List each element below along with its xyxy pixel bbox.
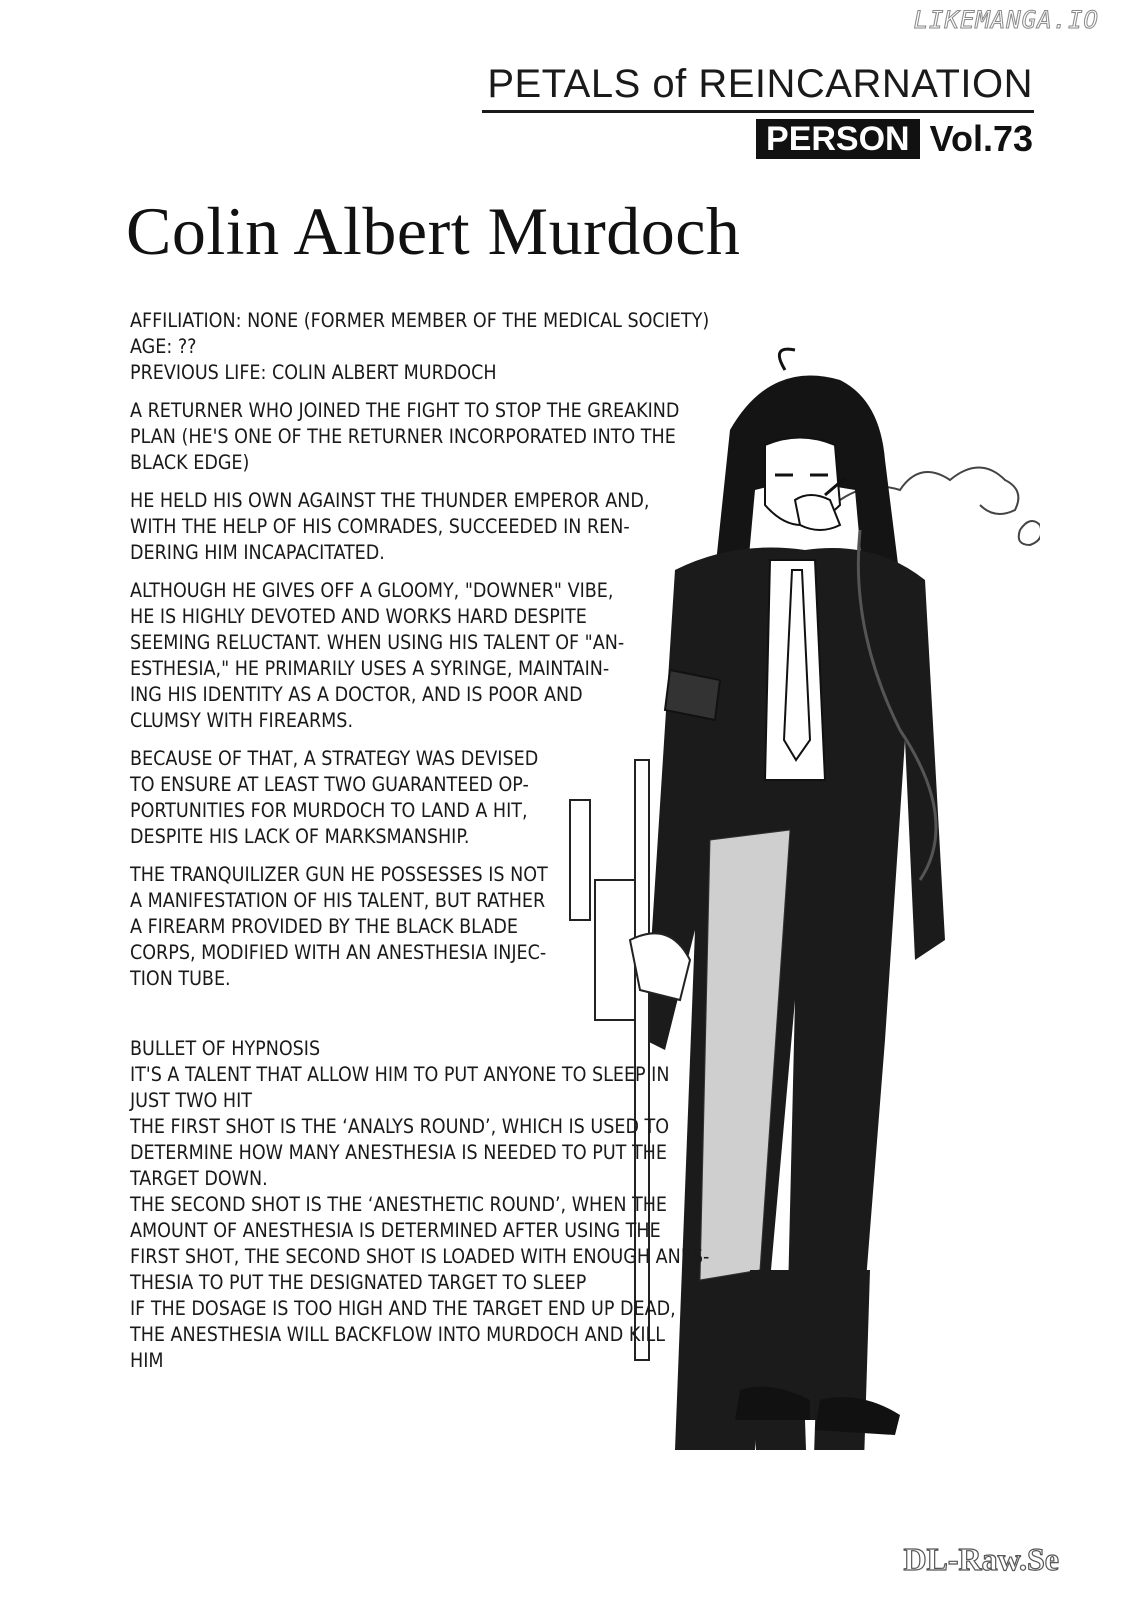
text-line: WITH THE HELP OF HIS COMRADES, SUCCEEDED IN REN- — [130, 515, 630, 538]
text-line: DESPITE HIS LACK OF MARKSMANSHIP. — [130, 825, 470, 848]
text-line: THE TRANQUILIZER GUN HE POSSESSES IS NOT — [130, 863, 548, 886]
stat-previous-life: PREVIOUS LIFE: COLIN ALBERT MURDOCH — [130, 361, 497, 384]
talent-name: BULLET OF HYPNOSIS — [130, 1037, 321, 1060]
text-line: HE HELD HIS OWN AGAINST THE THUNDER EMPEROR AND, — [130, 489, 650, 512]
text-line: HIM — [130, 1349, 164, 1372]
text-line: THE FIRST SHOT IS THE ‘ANALYS ROUND’, WHICH IS USED TO — [130, 1115, 670, 1138]
text-line: A RETURNER WHO JOINED THE FIGHT TO STOP THE GREAKIND — [130, 399, 680, 422]
text-line: BLACK EDGE) — [130, 451, 250, 474]
paragraph-strategy — [130, 746, 730, 850]
profile-stats — [130, 308, 730, 386]
text-line: AMOUNT OF ANESTHESIA IS DETERMINED AFTER USING THE — [130, 1219, 661, 1242]
text-line: IT'S A TALENT THAT ALLOW HIM TO PUT ANYONE TO SLEEP IN — [130, 1063, 670, 1086]
text-line: IF THE DOSAGE IS TOO HIGH AND THE TARGET END UP DEAD, — [130, 1297, 676, 1320]
text-line: TO ENSURE AT LEAST TWO GUARANTEED OP- — [130, 773, 529, 796]
text-line: ING HIS IDENTITY AS A DOCTOR, AND IS POOR AND — [130, 683, 583, 706]
text-line: BECAUSE OF THAT, A STRATEGY WAS DEVISED — [130, 747, 539, 770]
header-rule — [482, 110, 1034, 113]
talent-section — [130, 1036, 730, 1374]
paragraph-thunder-emperor — [130, 488, 730, 566]
text-line: DETERMINE HOW MANY ANESTHESIA IS NEEDED TO PUT THE — [130, 1141, 667, 1164]
text-line: CLUMSY WITH FIREARMS. — [130, 709, 354, 732]
paragraph-returner — [130, 398, 730, 476]
text-line: THE SECOND SHOT IS THE ‘ANESTHETIC ROUND’, WHEN THE — [130, 1193, 668, 1216]
text-line: TION TUBE. — [130, 967, 231, 990]
text-line: THE ANESTHESIA WILL BACKFLOW INTO MURDOCH AND KILL — [130, 1323, 666, 1346]
text-line: ESTHESIA," HE PRIMARILY USES A SYRINGE, MAINTAIN- — [130, 657, 610, 680]
character-name: Colin Albert Murdoch — [126, 193, 741, 269]
text-line: THESIA TO PUT THE DESIGNATED TARGET TO SLEEP — [130, 1271, 587, 1294]
text-line: CORPS, MODIFIED WITH AN ANESTHESIA INJEC- — [130, 941, 547, 964]
volume-label: Vol.73 — [929, 118, 1033, 159]
paragraph-personality — [130, 578, 730, 734]
subtitle-row — [756, 118, 1033, 160]
text-line: FIRST SHOT, THE SECOND SHOT IS LOADED WITH ENOUGH ANES- — [130, 1245, 710, 1268]
stat-affiliation: AFFILIATION: NONE (FORMER MEMBER OF THE MEDICAL SOCIETY) — [130, 309, 710, 332]
paragraph-tranquilizer-gun — [130, 862, 730, 992]
text-line: A MANIFESTATION OF HIS TALENT, BUT RATHER — [130, 889, 546, 912]
profile-text — [130, 308, 730, 1374]
site-watermark-top: LIKEMANGA.IO — [913, 6, 1099, 34]
text-line: HE IS HIGHLY DEVOTED AND WORKS HARD DESPITE — [130, 605, 587, 628]
text-line: ALTHOUGH HE GIVES OFF A GLOOMY, "DOWNER" VIBE, — [130, 579, 614, 602]
text-line: JUST TWO HIT — [130, 1089, 252, 1112]
text-line: TARGET DOWN. — [130, 1167, 268, 1190]
text-line: SEEMING RELUCTANT. WHEN USING HIS TALENT OF "AN- — [130, 631, 625, 654]
text-line: A FIREARM PROVIDED BY THE BLACK BLADE — [130, 915, 518, 938]
series-title: PETALS of REINCARNATION — [487, 62, 1033, 106]
text-line: PLAN (HE'S ONE OF THE RETURNER INCORPORATED INTO THE — [130, 425, 676, 448]
text-line: PORTUNITIES FOR MURDOCH TO LAND A HIT, — [130, 799, 528, 822]
person-tag: PERSON — [756, 119, 920, 159]
stat-age: AGE: ?? — [130, 335, 197, 358]
text-line: DERING HIM INCAPACITATED. — [130, 541, 385, 564]
site-watermark-bottom: DL-Raw.Se — [903, 1541, 1059, 1577]
